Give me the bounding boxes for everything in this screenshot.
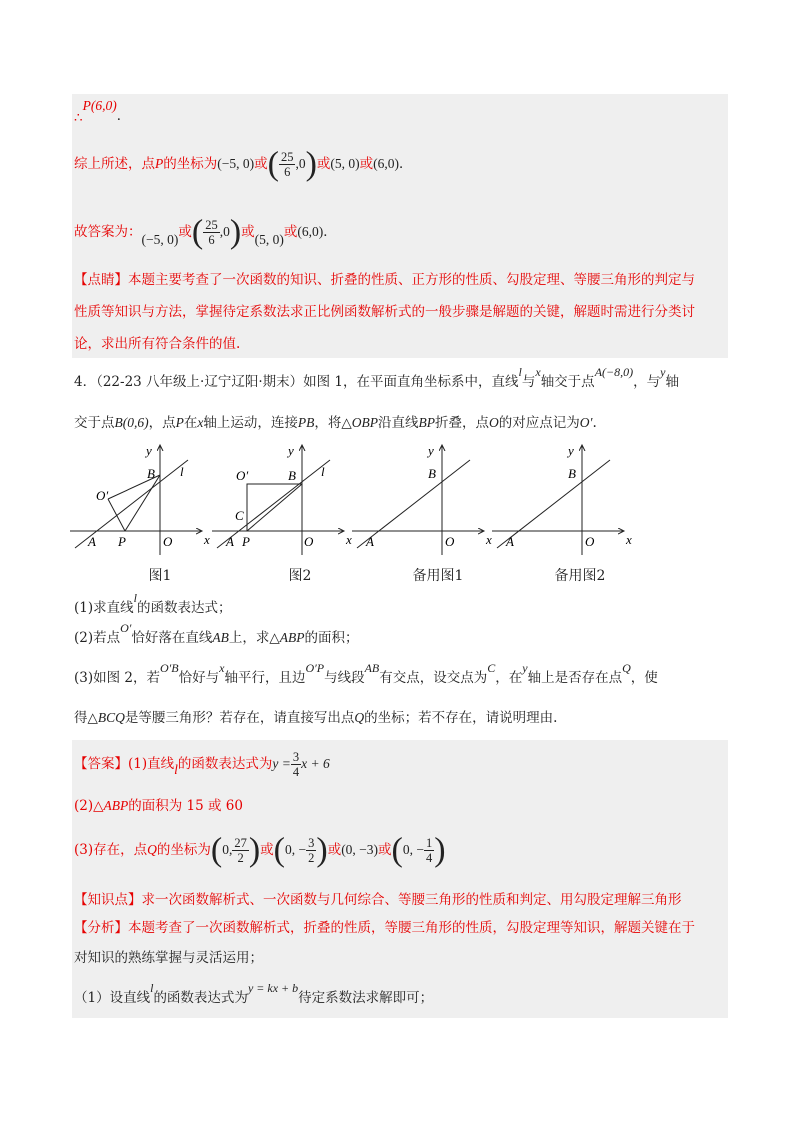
an3-b: 的函数表达式为 — [153, 990, 248, 1006]
fig1-label-o: O — [163, 534, 173, 549]
frac-den: 6 — [284, 165, 291, 179]
caption-spare2: 备用图2 — [554, 568, 606, 584]
a1-b: 的函数表达式为 — [177, 756, 273, 772]
a2-b: 的面积为 15 或 60 — [128, 798, 243, 814]
p4-l2-g: 折叠，点 — [435, 415, 489, 431]
p4-l2-i: . — [592, 415, 597, 431]
fig2-label-c: C — [235, 508, 244, 523]
ans-frac-tail: ,0 — [219, 224, 230, 239]
paren-open: ( — [267, 145, 279, 183]
p4-l2-f: 沿直线 — [378, 415, 419, 431]
a3-c4-pre: 0, − — [402, 842, 424, 857]
fig2-label-y: y — [288, 443, 294, 458]
q3-a: (3)如图 2，若 — [74, 670, 161, 686]
ans-frac-num: 25 — [205, 218, 218, 232]
paren-close: ) — [305, 145, 317, 183]
ans-coord-5: (5, 0) — [254, 232, 284, 247]
a3-b: 的坐标为 — [156, 842, 211, 858]
p4-point-b: B(0,6) — [114, 415, 149, 430]
q3-ob: O′B — [160, 661, 179, 675]
p4-point-a: A(−8,0) — [594, 365, 634, 379]
fig2-label-x: x — [346, 532, 352, 547]
fig1-label-b: B — [147, 466, 155, 481]
period: ． — [116, 108, 131, 124]
a3-q: Q — [147, 842, 157, 857]
a3-p4-close: ) — [434, 831, 446, 869]
a3-c4-num: 1 — [426, 836, 433, 850]
ans-or-3: 或 — [283, 224, 298, 240]
a3-or-2: 或 — [327, 842, 342, 858]
q2-c: 上，求 — [228, 630, 270, 646]
p4-l2-x: x — [197, 415, 204, 430]
a2-a: (2) — [74, 798, 94, 814]
ans-paren-close: ) — [229, 213, 242, 251]
q2-a: (2)若点 — [74, 630, 121, 646]
p4-l2-d: 轴上运动，连接 — [203, 415, 298, 431]
summary-p: P — [155, 156, 164, 171]
answer-label: 故答案为： — [74, 224, 142, 240]
answer-shade — [72, 740, 728, 1018]
fig2-label-p: P — [242, 534, 250, 549]
fig1-label-l: l — [180, 464, 184, 479]
q3l2-tri: △BCQ — [87, 710, 125, 725]
p4-l2-bp: BP — [418, 415, 435, 430]
q3-f: ，在 — [495, 670, 523, 686]
p4-y: y — [660, 365, 666, 379]
a3-c1-pre: 0, — [222, 842, 233, 857]
a3-c2-den: 2 — [308, 851, 315, 865]
a3-p2-close: ) — [316, 831, 328, 869]
p4-l2-o: O — [489, 415, 499, 430]
p4-text-b: 与 — [521, 374, 536, 390]
question-3-line-2 — [74, 708, 557, 728]
fig1-label-x: x — [204, 532, 210, 547]
summary-prefix: 综上所述，点 — [74, 156, 155, 172]
q2-ab: AB — [212, 630, 229, 645]
a3-c4-den: 4 — [426, 851, 433, 865]
a3-c4-frac — [424, 836, 434, 865]
a3-or-1: 或 — [260, 842, 274, 858]
q3-b: 恰好与 — [178, 670, 220, 686]
p4-l2-a: 交于点 — [74, 415, 115, 431]
spare2-label-a: A — [506, 534, 514, 549]
p4-text-a: 4．（22-23 八年级上·辽宁辽阳·期末）如图 1，在平面直角坐标系中，直线 — [74, 374, 519, 390]
a3-p1-open: ( — [210, 831, 223, 869]
fig2-label-b: B — [288, 468, 296, 483]
spare2-label-b: B — [568, 466, 576, 481]
a3-c2-pre: 0, − — [284, 842, 307, 857]
ans-coord-6: (6,0) — [297, 224, 324, 239]
therefore-line — [74, 98, 131, 126]
q3l2-c: 的坐标；若不存在，请说明理由. — [364, 710, 558, 726]
spare1-label-a: A — [366, 534, 374, 549]
ans-fraction-25-6 — [203, 218, 220, 247]
a3-c2-num: 3 — [308, 836, 315, 850]
a1-a: 【答案】(1)直线 — [74, 756, 175, 772]
question-2 — [74, 621, 359, 648]
spare2-label-o: O — [585, 534, 595, 549]
q3l2-q: Q — [354, 710, 365, 725]
analysis-line-1: 【分析】本题考查了一次函数解析式，折叠的性质，等腰三角形的性质，勾股定理等知识，解题关键在于 — [74, 920, 695, 936]
dianjing-line-2: 性质等知识与方法，掌握待定系数法求正比例函数解析式的一般步骤是解题的关键，解题时需进行分类讨 — [74, 304, 695, 320]
a3-c1-den: 2 — [237, 851, 244, 865]
p4-l2-tri: △OBP — [341, 415, 378, 430]
coord-neg5: (−5, 0) — [217, 156, 255, 171]
an3-a: （1）设直线 — [74, 990, 151, 1006]
or-2: 或 — [316, 156, 331, 172]
question-3-line-1 — [74, 661, 658, 688]
a3-p1-close: ) — [248, 831, 261, 869]
knowledge-line: 【知识点】求一次函数解析式、一次函数与几何综合、等腰三角形的性质和判定、用勾股定理解三角形 — [74, 892, 682, 908]
p4-text-e: 轴 — [665, 374, 679, 390]
fig2-label-a: A — [226, 534, 234, 549]
fraction-25-6 — [279, 150, 296, 179]
analysis-line-3 — [74, 981, 434, 1008]
point-p: P(6,0) — [82, 98, 117, 113]
therefore-symbol: ∴ — [74, 110, 83, 126]
ans-paren-open: ( — [191, 213, 204, 251]
q3-d: 与线段 — [324, 670, 365, 686]
q3l2-a: 得 — [74, 710, 88, 726]
q3-g: 轴上是否存在点 — [527, 670, 623, 686]
p4-l2-e: ，将 — [314, 415, 342, 431]
or-1: 或 — [254, 156, 268, 172]
problem4-line-1 — [74, 365, 679, 392]
p4-l2-h: 的对应点记为 — [498, 415, 580, 431]
q3-x: x — [219, 661, 225, 675]
q2-b: 恰好落在直线 — [131, 630, 213, 646]
p4-text-d: ，与 — [633, 374, 661, 390]
a2-tri: △ABP — [93, 798, 129, 813]
period-2: ． — [399, 156, 413, 172]
q1-b: 的函数表达式； — [136, 600, 232, 616]
a1-frac — [291, 750, 301, 779]
ans-coord-neg5: (−5, 0) — [141, 232, 179, 247]
p4-l2-b: ，点 — [148, 415, 176, 431]
a3-c2-frac — [306, 836, 316, 865]
frac-num: 25 — [280, 150, 294, 164]
a1-frac-den: 4 — [292, 765, 300, 779]
p4-x: x — [535, 365, 541, 379]
a3-c1-frac — [232, 836, 249, 865]
fig1-label-p: P — [118, 534, 126, 549]
summary-line — [74, 145, 413, 183]
answer-3 — [74, 831, 446, 869]
q2-d: 的面积； — [304, 630, 359, 646]
q2-tri: △ABP — [269, 630, 305, 645]
spare1-label-b: B — [428, 466, 436, 481]
figure-spare-1 — [352, 440, 492, 560]
a3-a: (3)存在，点 — [74, 842, 148, 858]
q3-c-point: C — [487, 661, 496, 675]
q1-a: (1)求直线 — [74, 600, 134, 616]
p4-l2-op: O′ — [579, 415, 593, 430]
dianjing-line-1: 【点睛】本题主要考查了一次函数的知识、折叠的性质、正方形的性质、勾股定理、等腰三角形的判定与 — [74, 272, 695, 288]
analysis-line-2: 对知识的熟练掌握与灵活运用； — [74, 950, 263, 966]
caption-fig2: 图2 — [288, 568, 312, 584]
fig1-label-y: y — [146, 443, 152, 458]
problem4-line-2 — [74, 413, 597, 433]
an3-l: l — [150, 981, 154, 995]
q3-ab: AB — [364, 661, 380, 675]
q1-l: l — [133, 591, 137, 605]
ans-or-2: 或 — [241, 224, 255, 240]
spare1-label-x: x — [486, 532, 492, 547]
or-3: 或 — [359, 156, 374, 172]
q3l2-b: 是等腰三角形？若存在，请直接写出点 — [124, 710, 355, 726]
fig1-label-op: O′ — [96, 488, 109, 503]
caption-fig1: 图1 — [148, 568, 172, 584]
answer-line — [74, 213, 337, 251]
q3-c: 轴平行，且边 — [224, 670, 306, 686]
fig2-label-o: O — [304, 534, 314, 549]
p4-text-c: 轴交于点 — [540, 374, 595, 390]
p4-l2-p: P — [175, 415, 184, 430]
figure-2 — [212, 440, 352, 560]
figure-spare-2 — [492, 440, 632, 560]
q3-q: Q — [622, 661, 631, 675]
answer-2 — [74, 796, 243, 816]
a3-c1-num: 27 — [234, 836, 247, 850]
an3-c: 待定系数法求解即可； — [298, 990, 434, 1006]
an3-eq: y = kx + b — [247, 981, 299, 995]
ans-frac-den: 6 — [208, 233, 215, 247]
a3-p2-open: ( — [273, 831, 285, 869]
summary-mid: 的坐标为 — [163, 156, 218, 172]
a3-p4-open: ( — [391, 831, 403, 869]
q3-e: 有交点，设交点为 — [379, 670, 488, 686]
p4-l2-c: 在 — [183, 415, 198, 431]
a1-l: l — [174, 762, 178, 777]
frac-tail: ,0 — [295, 156, 306, 171]
a3-c3: (0, −3) — [341, 842, 379, 857]
coord-5: (5, 0) — [330, 156, 360, 171]
ans-period: ． — [323, 224, 337, 240]
a1-eq-y: y = — [272, 756, 291, 771]
caption-spare1: 备用图1 — [412, 568, 464, 584]
q3-h: ，使 — [630, 670, 658, 686]
p4-l: l — [518, 365, 522, 379]
q2-op: O′ — [120, 621, 132, 635]
p4-l2-pb: PB — [297, 415, 315, 430]
spare2-label-x: x — [626, 532, 632, 547]
ans-or-1: 或 — [178, 224, 192, 240]
q3-op: O′P — [305, 661, 325, 675]
a1-frac-num: 3 — [292, 750, 300, 764]
fig2-label-op: O′ — [236, 468, 249, 483]
spare1-label-y: y — [428, 443, 434, 458]
a3-or-3: 或 — [378, 842, 392, 858]
fig2-label-l: l — [321, 464, 325, 479]
question-1 — [74, 591, 232, 618]
coord-6: (6,0) — [373, 156, 400, 171]
a1-eq-tail: x + 6 — [301, 756, 330, 771]
q3-y: y — [522, 661, 528, 675]
spare2-label-y: y — [568, 443, 574, 458]
fig1-label-a: A — [88, 534, 96, 549]
figure-1 — [70, 440, 210, 560]
spare1-label-o: O — [445, 534, 455, 549]
answer-1 — [74, 750, 330, 779]
dianjing-line-3: 论，求出所有符合条件的值. — [74, 336, 241, 352]
